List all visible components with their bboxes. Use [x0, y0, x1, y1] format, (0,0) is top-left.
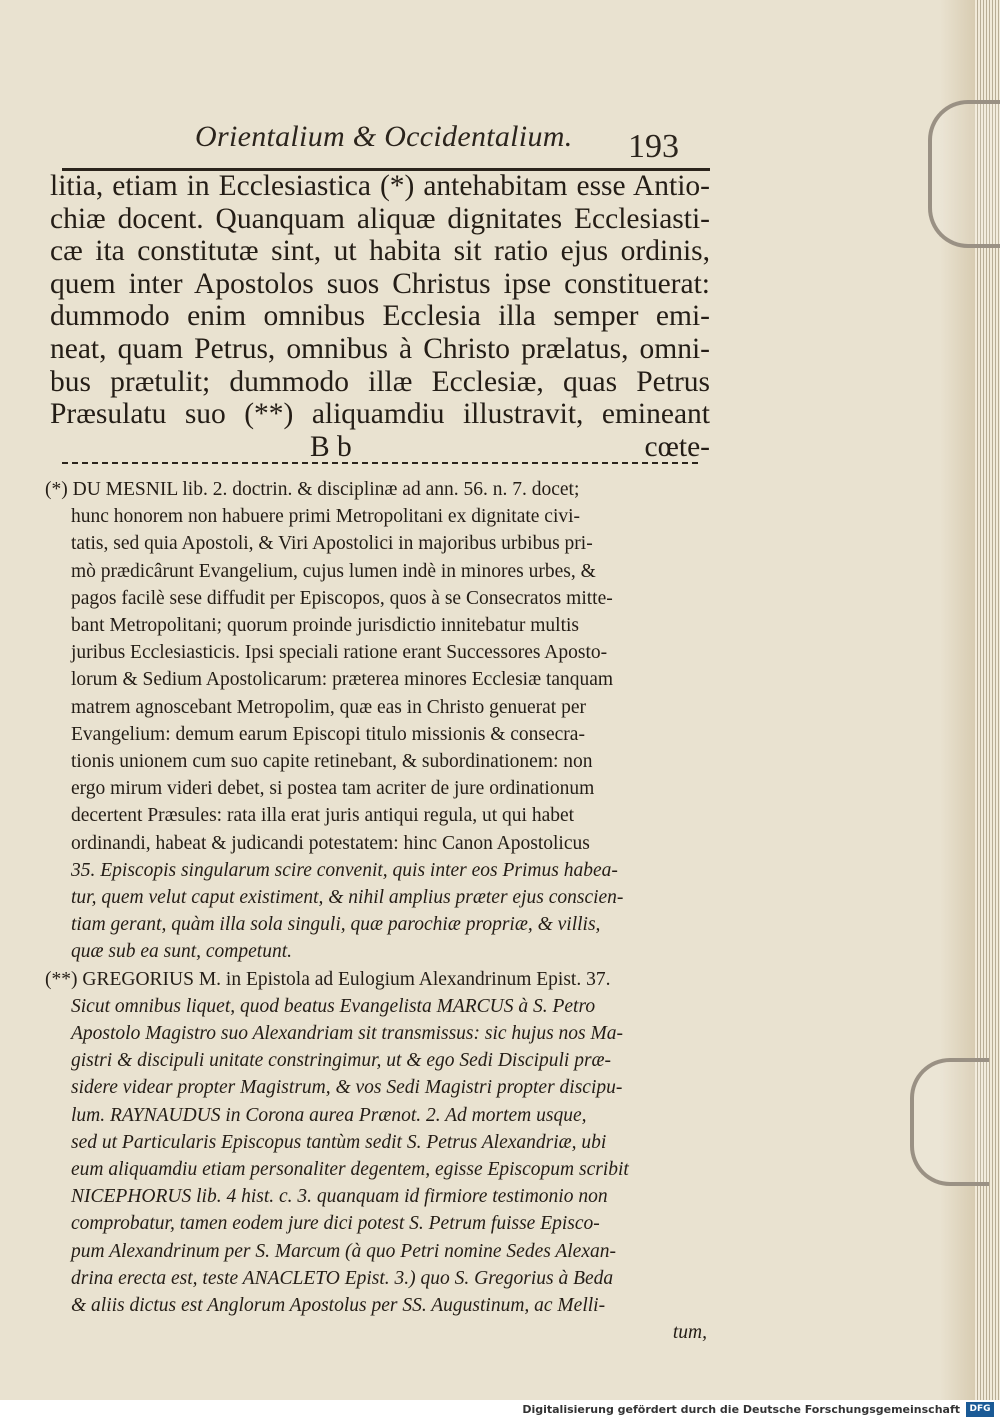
- footnote-line: tum,: [672, 1322, 707, 1344]
- footnote-line: Evangelium: demum earum Episcopi titulo missionis & consecra-: [71, 723, 585, 745]
- footnote-line: Sicut omnibus liquet, quod beatus Evangelista MARCUS à S. Petro: [71, 995, 596, 1017]
- footnote-line: & aliis dictus est Anglorum Apostolus per SS. Augustinum, ac Melli-: [71, 1295, 606, 1317]
- footnote-line: eum aliquamdiu etiam personaliter degentem, egisse Episcopum scribit: [71, 1159, 629, 1181]
- dfg-logo: DFG: [966, 1402, 994, 1417]
- main-text-line: dummodo enim omnibus Ecclesia illa semper emi-: [50, 300, 710, 333]
- footnote-line: quæ sub ea sunt, competunt.: [71, 941, 292, 963]
- footnote-line: matrem agnoscebant Metropolim, quæ eas in Christo genuerat per: [71, 696, 586, 718]
- footnote-line: hunc honorem non habuere primi Metropolitani ex dignitate civi-: [71, 506, 581, 528]
- footnote-line: Apostolo Magistro suo Alexandriam sit transmissus: sic hujus nos Ma-: [71, 1023, 623, 1045]
- footnote-line: ordinandi, habeat & judicandi potestatem: hinc Canon Apostolicus: [71, 832, 590, 854]
- main-text-line: chiæ docent. Quanquam aliquæ dignitates Ecclesiasti-: [50, 202, 710, 235]
- funding-credit: Digitalisierung gefördert durch die Deutsche Forschungsgemeinschaft: [522, 1403, 960, 1416]
- footnote-line: lum. RAYNAUDUS in Corona aurea Prænot. 2. Ad mortem usque,: [71, 1104, 587, 1126]
- footnote-separator: [62, 462, 698, 464]
- footnote-line: mò prædicârunt Evangelium, cujus lumen indè in minores urbes, &: [71, 560, 596, 582]
- main-text-line: bus prætulit; dummodo illæ Ecclesiæ, quas Petrus: [50, 365, 710, 398]
- main-text-line: quem inter Apostolos suos Christus ipse constituerat:: [50, 267, 710, 300]
- page-number: 193: [628, 128, 679, 165]
- main-text-block: [50, 170, 710, 463]
- footnote-line: sed ut Particularis Episcopus tantùm sedit S. Petrus Alexandriæ, ubi: [71, 1131, 607, 1153]
- footnote-line: decertent Præsules: rata illa erat juris antiqui regula, ut qui habet: [71, 805, 575, 827]
- footnote-line: pum Alexandrinum per S. Marcum (à quo Petri nomine Sedes Alexan-: [71, 1240, 616, 1262]
- footnote-line: tionis unionem cum suo capite retinebant, & subordinationem: non: [71, 751, 593, 773]
- signature-mark: B b: [310, 430, 352, 463]
- footnote-line: pagos facilè sese diffudit per Episcopos, quos à se Consecratos mitte-: [71, 587, 613, 609]
- signature-line: [50, 431, 710, 464]
- footnote-line: ergo mirum videri debet, si postea tam acriter de jure ordinationum: [71, 778, 595, 800]
- footnote-line: lorum & Sedium Apostolicarum: præterea minores Ecclesiæ tanquam: [71, 669, 614, 691]
- main-text-line: cæ ita constitutæ sint, ut habita sit ratio ejus ordinis,: [50, 235, 710, 268]
- running-head: Orientalium & Occidentalium.: [195, 120, 573, 153]
- footnote-line: NICEPHORUS lib. 4 hist. c. 3. quanquam id firmiore testimonio non: [71, 1186, 608, 1208]
- footnote-line: gistri & discipuli unitate constringimur, ut & ego Sedi Discipuli præ-: [71, 1050, 612, 1072]
- footnote-line: drina erecta est, teste ANACLETO Epist. 3.) quo S. Gregorius à Beda: [71, 1267, 614, 1289]
- footnote-line: comprobatur, tamen eodem jure dici potest S. Petrum fuisse Episco-: [71, 1213, 600, 1235]
- footnote-line: sidere videar propter Magistrum, & vos Sedi Magistri propter discipu-: [71, 1077, 623, 1099]
- main-text-line: litia, etiam in Ecclesiastica (*) antehabitam esse Antio-: [50, 170, 710, 202]
- page-clip-top: [928, 100, 1000, 248]
- footnotes-block: [45, 476, 707, 1347]
- footnote-line: juribus Ecclesiasticis. Ipsi speciali ratione erant Successores Aposto-: [71, 642, 608, 664]
- footnote-line: (**) GREGORIUS M. in Epistola ad Eulogium Alexandrinum Epist. 37.: [45, 968, 611, 990]
- footnote-line: (*) DU MESNIL lib. 2. doctrin. & disciplinæ ad ann. 56. n. 7. docet;: [45, 479, 580, 500]
- footnote-line: tatis, sed quia Apostoli, & Viri Apostolici in majoribus urbibus pri-: [71, 533, 593, 555]
- page-clip-bottom: [910, 1058, 989, 1186]
- main-text-line: Præsulatu suo (**) aliquamdiu illustravit, emineant: [50, 398, 710, 431]
- footnote-line: tur, quem velut caput existiment, & nihil amplius præter ejus conscien-: [71, 887, 624, 909]
- footnote-line: tiam gerant, quàm illa sola singuli, quæ parochiæ propriæ, & villis,: [71, 914, 601, 936]
- main-text-line: neat, quam Petrus, omnibus à Christo prælatus, omni-: [50, 332, 710, 365]
- digitization-footer: [0, 1400, 1000, 1420]
- footnote-line: bant Metropolitani; quorum proinde jurisdictio innitebatur multis: [71, 615, 580, 637]
- catchword: cœte-: [644, 430, 710, 463]
- footnote-line: 35. Episcopis singularum scire convenit, quis inter eos Primus habea-: [71, 859, 618, 881]
